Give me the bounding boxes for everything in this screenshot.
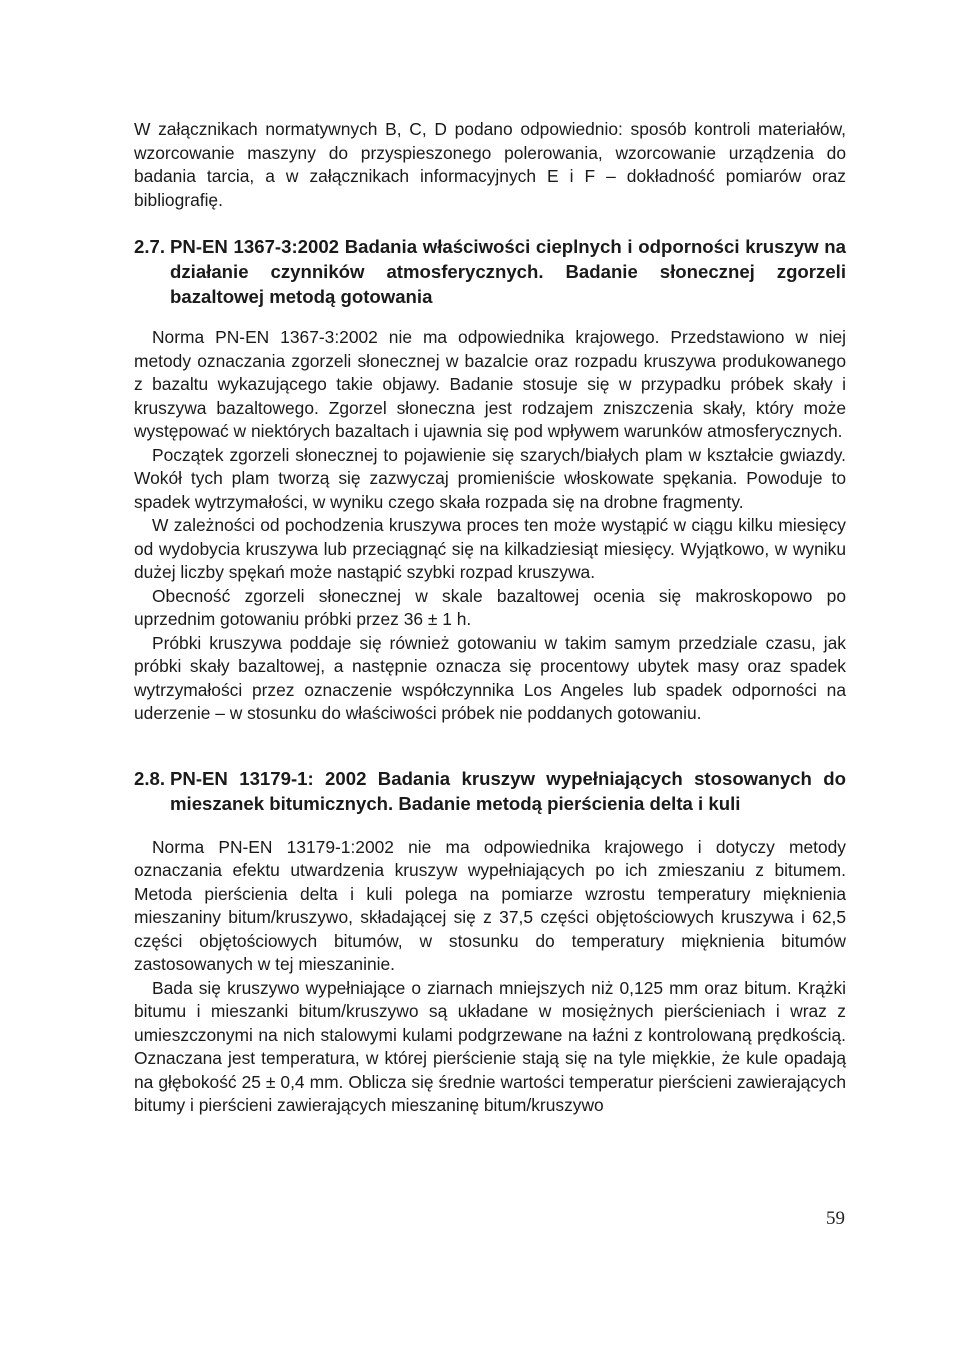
body-paragraph: Norma PN-EN 1367-3:2002 nie ma odpowiednika krajowego. Przedstawiono w niej metody oznaczania zgorzeli słonecznej w bazalcie oraz rozpadu kruszywa produkowanego z bazaltu wykazującego takie objawy. Badanie stosuje się w przypadku próbek skały i kruszywa bazaltowego. Zgorzel słoneczna jest rodzajem zniszczenia skały, który może występować w niektórych bazaltach i ujawnia się pod wpływem warunków atmosferycznych. (134, 327, 846, 441)
section-heading-2-8 (134, 766, 846, 816)
section-heading-2-7 (134, 234, 846, 309)
section-number: 2.7. (134, 236, 166, 257)
body-paragraph: Początek zgorzeli słonecznej to pojawienie się szarych/białych plam w kształcie gwiazdy. Wokół tych plam tworzą się zazwyczaj promieniście włoskowate spękania. Powoduje to spadek wytrzymałości, w wyniku czego skała rozpada się na drobne fragmenty. (134, 444, 846, 512)
body-paragraph: Obecność zgorzeli słonecznej w skale bazaltowej ocenia się makroskopowo po uprzednim gotowaniu próbki przez 36 ± 1 h. (134, 585, 846, 629)
section-title: PN-EN 1367-3:2002 Badania właściwości cieplnych i odporności kruszyw na działanie czynników atmosferycznych. Badanie słonecznej zgorzeli bazaltowej metodą gotowania (170, 236, 846, 307)
body-paragraph: W zależności od pochodzenia kruszywa proces ten może wystąpić w ciągu kilku miesięcy od wydobycia kruszywa lub przeciągnąć się na kilkadziesiąt miesięcy. Wyjątkowo, w wyniku dużej liczby spękań może nastąpić szybki rozpad kruszywa. (134, 515, 846, 582)
intro-paragraph: W załącznikach normatywnych B, C, D podano odpowiednio: sposób kontroli materiałów, wzorcowanie maszyny do przyspieszonego polerowania, wzorcowanie urządzenia do badania tarcia, a w załącznikach informacyjnych E i F – dokładność pomiarów oraz bibliografię. (134, 119, 846, 210)
body-paragraph: Bada się kruszywo wypełniające o ziarnach mniejszych niż 0,125 mm oraz bitum. Krążki bitumu i mieszanki bitum/kruszywo są układane w mosiężnych pierścieniach i wraz z umieszczonymi na nich stalowymi kulami podgrzewane na łaźni z kontrolowaną prędkością. Oznaczana jest temperatura, w której pierścienie stają się na tyle miękkie, że kule opadają na głębokość 25 ± 0,4 mm. Oblicza się średnie wartości temperatur pierścieni zawierających bitumy i pierścieni zawierających mieszaninę bitum/kruszywo (134, 977, 846, 1115)
body-paragraph: Próbki kruszywa poddaje się również gotowaniu w takim samym przedziale czasu, jak próbki skały bazaltowej, a następnie oznacza się procentowy ubytek masy oraz spadek wytrzymałości przez oznaczenie współczynnika Los Angeles lub spadek odporności na uderzenie – w stosunku do właściwości próbek nie poddanych gotowaniu. (134, 632, 846, 723)
section-title: PN-EN 13179-1: 2002 Badania kruszyw wypełniających stosowanych do mieszanek bitumicznych. Badanie metodą pierścienia delta i kuli (170, 767, 846, 814)
section-number: 2.8. (134, 767, 166, 789)
document-page (134, 118, 846, 1118)
page-number: 59 (826, 1208, 845, 1229)
body-paragraph: Norma PN-EN 13179-1:2002 nie ma odpowiednika krajowego i dotyczy metody oznaczania efektu utwardzenia kruszyw wypełniających po ich zmieszaniu z bitumem. Metoda pierścienia delta i kuli polega na pomiarze wzrostu temperatury mięknienia mieszaniny bitum/kruszywo, składającej się z 37,5 części objętościowych kruszywa i 62,5 części objętościowych bitumów, w stosunku do temperatury mięknienia bitumów zastosowanych w tej mieszaninie. (134, 836, 846, 974)
